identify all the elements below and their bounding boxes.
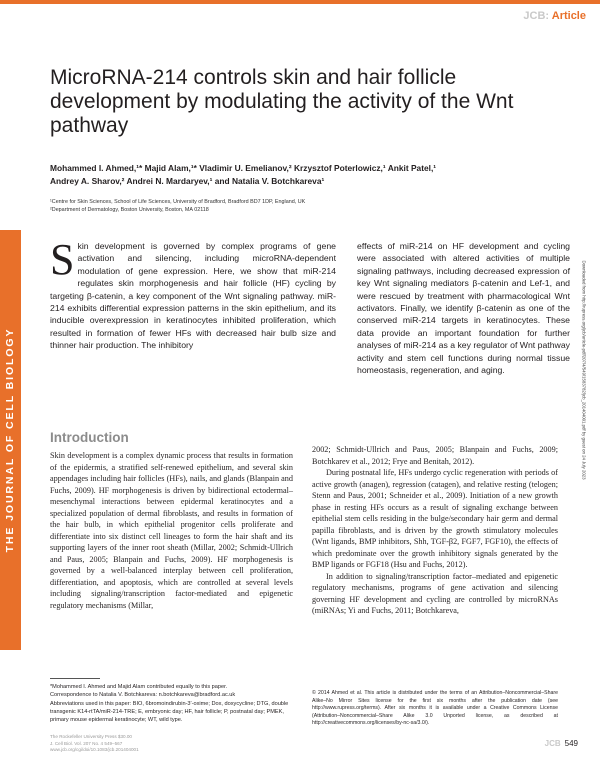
footnotes bbox=[50, 683, 290, 724]
page-footer bbox=[50, 734, 139, 754]
author-list bbox=[50, 162, 560, 188]
abstract-dropcap: S bbox=[50, 235, 75, 284]
footer-press: The Rockefeller University Press $30.00 bbox=[50, 734, 132, 739]
footer-citation: J. Cell Biol. Vol. 207 No. 4 549–567 bbox=[50, 740, 123, 746]
intro-paragraph-3: In addition to signaling/transcription factor–mediated and epigenetic regulatory mechanisms, programs of gene activation and silencing governing HF development and cycling are controlled by microRNAs (miRNAs; Yi and Fuchs, 2011; Botchkareva, bbox=[312, 571, 558, 615]
article-title: MicroRNA-214 controls skin and hair follicle development by modulating the activity of the Wnt pathway bbox=[50, 66, 514, 137]
intro-paragraph-1: Skin development is a complex dynamic process that results in formation of the epidermis, a stratified self-renewed epithelium, and several skin appendages including hair follicles (HFs), nails, and glands (Blanpain and Fuchs, 2009). HF morphogenesis is driven by bidirectional ectodermal–mesenchymal interactions between epidermal keratinocytes and a specialized population of dermal fibroblasts, and results in formation of the hair bulb, in which epithelial progenitor cells proliferate and differentiate into six distinct cell lineages to form the hair shaft and its supporting layers of the inner root sheath (Millar, 2002; Schmidt-Ullrich and Paus, 2005; Blanpain and Fuchs, 2009). HF morphogenesis is governed by a well-balanced interplay between cell proliferation, differentiation, and apoptosis, which are controlled at several levels including signaling/transcription factor-mediated and epigenetic regulatory mechanisms (Millar, bbox=[50, 451, 293, 610]
abstract-left-text: kin development is governed by complex programs of gene activation and silencing, including microRNA-dependent modulation of gene expression. Here, we show that miR-214 regulates skin morphogenesis and hair follicle (HF) cycling by targeting β-catenin, a key component of the Wnt signaling pathway. miR-214 exhibits differential expression patterns in the skin epithelium, and its inducible overexpression in keratinocytes inhibited proliferation, which resulted in formation of fewer HFs with decreased hair bulb size and thinner hair production. The inhibitory bbox=[50, 241, 336, 351]
introduction-heading: Introduction bbox=[50, 430, 129, 445]
abstract-left-column bbox=[50, 235, 336, 352]
abstract-right-column: effects of miR-214 on HF development and cycling were associated with altered activities of multiple signaling pathways, including decreased expression of key Wnt signaling mediators β-catenin and Lef-1, and were rescued by treatment with pharmacological Wnt activators. Finally, we identify β-catenin as one of the conserved miR-214 targets in keratinocytes. These data provide an important foundation for further analyses of miR-214 as a key regulator of Wnt pathway activity and stem cell functions during normal tissue homeostasis, regeneration, and aging. bbox=[357, 241, 570, 376]
footnote-correspondence: Correspondence to Natalia V. Botchkareva: n.botchkareva@bradford.ac.uk bbox=[50, 692, 236, 699]
journal-section-tag: JCB: Article bbox=[523, 10, 586, 22]
page-number: JCB 549 bbox=[544, 739, 578, 748]
footnote-equal-contribution: *Mohammed I. Ahmed and Majid Alam contributed equally to this paper. bbox=[50, 684, 228, 690]
author-line-2: Andrey A. Sharov,² Andrei N. Mardaryev,¹ and Natalia V. Botchkareva¹ bbox=[50, 176, 325, 186]
journal-name-vertical: THE JOURNAL OF CELL BIOLOGY bbox=[4, 327, 16, 553]
body-column-right bbox=[312, 444, 558, 617]
affiliation-2: ²Department of Dermatology, Boston University, Boston, MA 02118 bbox=[50, 207, 209, 213]
top-accent-bar bbox=[0, 0, 600, 4]
body-column-left bbox=[50, 450, 293, 611]
footnote-rule bbox=[50, 678, 100, 679]
footnote-abbreviations: Abbreviations used in this paper: BIO, 6bromoindirubin-3′-oxime; Dox, doxycycline; DTG, double transgenic K14-rtTA/miR-214-TRE; E, embryonic day; HF, hair follicle; P, postnatal day; PMEK, primary mouse epidermal keratinocyte; WT, wild type. bbox=[50, 700, 289, 724]
intro-paragraph-1-continued: 2002; Schmidt-Ullrich and Paus, 2005; Blanpain and Fuchs, 2009; Botchkarev et al., 2012; Frye and Benitah, 2012). bbox=[312, 445, 558, 466]
download-note: Downloaded from http://rupress.org/jcb/article-pdf/207/4/549/1583782/jcb_201404001.pdf by guest on 24 July 2023 bbox=[581, 260, 587, 480]
intro-paragraph-2: During postnatal life, HFs undergo cyclic regeneration with periods of active growth (anagen), regression (catagen), and relative resting (telogen; Stenn and Paus, 2001; Schneider et al., 2009). Initiation of a new growth phase in resting HFs occurs as a result of signaling exchange between epithelial stem cells residing in the bulge/secondary hair germ and dermal papilla fibroblasts, and is driven by the growth stimulatory molecules (Wnt ligands, BMP inhibitors, Shh, TGF-β2, FGF7, FGF10), the effects of which predominate over the growth inhibitory signals generated by the BMP ligands or FGF18 (Hsu and Fuchs, 2012). bbox=[312, 468, 558, 569]
affiliations bbox=[50, 198, 550, 214]
license-statement: © 2014 Ahmed et al. This article is distributed under the terms of an Attribution–Noncommercial–Share Alike–No Mirror Sites license for the first six months after the publication date (see http://www.rupress.org/terms). After six months it is available under a Creative Commons License (Attribution–Noncommercial–Share Alike 3.0 Unported license, as described at http://creativecommons.org/licenses/by-nc-sa/3.0/). bbox=[312, 690, 558, 727]
affiliation-1: ¹Centre for Skin Sciences, School of Life Sciences, University of Bradford, Bradford BD7 1DP, England, UK bbox=[50, 199, 306, 205]
author-line-1: Mohammed I. Ahmed,¹* Majid Alam,¹* Vladimir U. Emelianov,² Krzysztof Poterlowicz,¹ Ankit Patel,¹ bbox=[50, 163, 437, 173]
footer-doi: www.jcb.org/cgi/doi/10.1083/jcb.201404001 bbox=[50, 747, 139, 753]
